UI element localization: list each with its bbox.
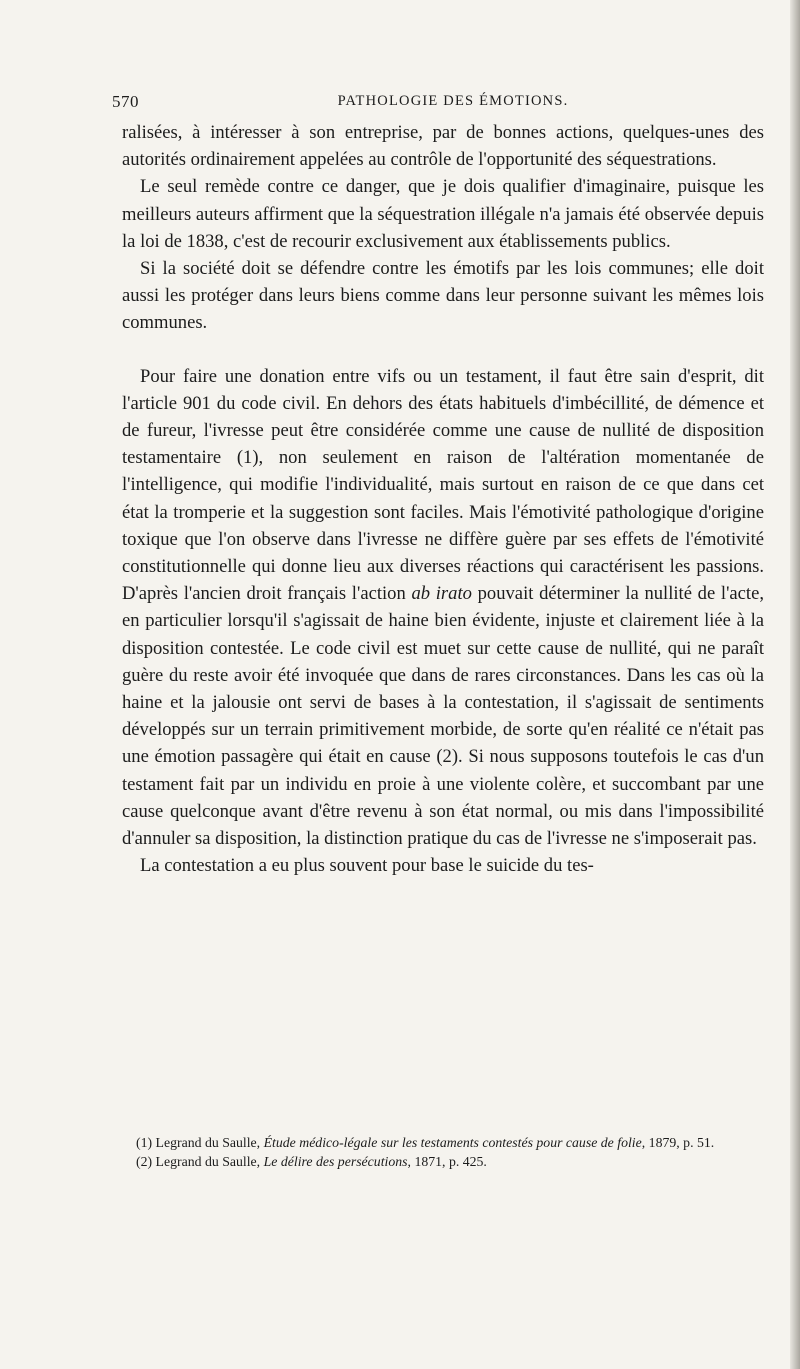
footnotes: [122, 1134, 764, 1171]
body-text: [122, 119, 764, 879]
paragraph-society: Si la société doit se défendre contre les émotifs par les lois communes; elle doit aussi les protéger dans leurs biens comme dans leur personne suivant les mêmes lois communes.: [122, 258, 764, 334]
paragraph-remedy: Le seul remède contre ce danger, que je dois qualifier d'imaginaire, puisque les meilleurs auteurs affirment que la séquestration illégale n'a jamais été observée depuis la loi de 1838, c'est de recourir exclusivement aux établissements publics.: [122, 176, 764, 252]
paragraph-continued: ralisées, à intéresser à son entreprise, par de bonnes actions, quelques-unes des autorités ordinairement appelées au contrôle de l'opportunité des séquestrations.: [122, 122, 764, 171]
paragraph-testament-part-a: Pour faire une donation entre vifs ou un testament, il faut être sain d'esprit, dit l'article 901 du code civil. En dehors des états habituels d'imbécillité, de démence et de fureur, l'ivresse peut être considérée comme une cause de nullité de disposition testamentaire (1), non seulement en raison de l'altération momentanée de l'intelligence, qui modifie l'individualité, mais surtout en raison de ce que dans cet état la tromperie et la suggestion sont faciles. Mais l'émotivité pathologique d'origine toxique que l'on observe dans l'ivresse ne diffère guère par ses effets de l'émotivité constitutionnelle qui donne lieu aux diverses réactions qui caractérisent les passions. D'après l'ancien droit français l'action: [122, 365, 764, 605]
footnote-2-author: (2) Legrand du Saulle,: [136, 1153, 264, 1169]
paragraph-suicide: La contestation a eu plus souvent pour base le suicide du tes-: [140, 855, 594, 877]
paragraph-testament: [122, 363, 764, 853]
footnote-1-title: Étude médico-légale sur les testaments contestés pour cause de folie: [263, 1135, 642, 1150]
latin-phrase: ab irato: [411, 583, 472, 605]
page-edge-shadow: [790, 0, 800, 1369]
footnote-2: [122, 1153, 764, 1172]
footnote-1-author: (1) Legrand du Saulle,: [136, 1135, 264, 1150]
running-title: PATHOLOGIE DES ÉMOTIONS.: [337, 93, 569, 109]
footnote-2-title: Le délire des persécutions: [263, 1153, 408, 1169]
footnote-1-ref: , 1879, p. 51.: [641, 1135, 715, 1150]
footnote-1: [122, 1134, 764, 1153]
footnote-2-ref: , 1871, p. 425.: [407, 1153, 487, 1169]
page-number: 570: [112, 92, 139, 111]
paragraph-testament-part-b: pouvait déterminer la nullité de l'acte, en particulier lorsqu'il s'agissait de haine bien évidente, injuste et clairement liée à la disposition contestée. Le code civil est muet sur cette cause de nullité, qui ne paraît guère du reste avoir été invoquée que dans de rares circonstances. Dans les cas où la haine et la jalousie ont servi de bases à la contestation, il s'agissait de sentiments développés sur un terrain primitivement morbide, de sorte qu'en réalité ce n'était pas une émotion passagère qui était en cause (2). Si nous supposons toutefois le cas d'un testament fait par un individu en proie à une violente colère, et succombant par une cause quelconque avant d'être revenu à son état normal, ou mis dans l'impossibilité d'annuler sa disposition, la distinction pratique du cas de l'ivresse ne s'imposerait pas.: [122, 583, 764, 850]
page-header: [112, 92, 764, 114]
